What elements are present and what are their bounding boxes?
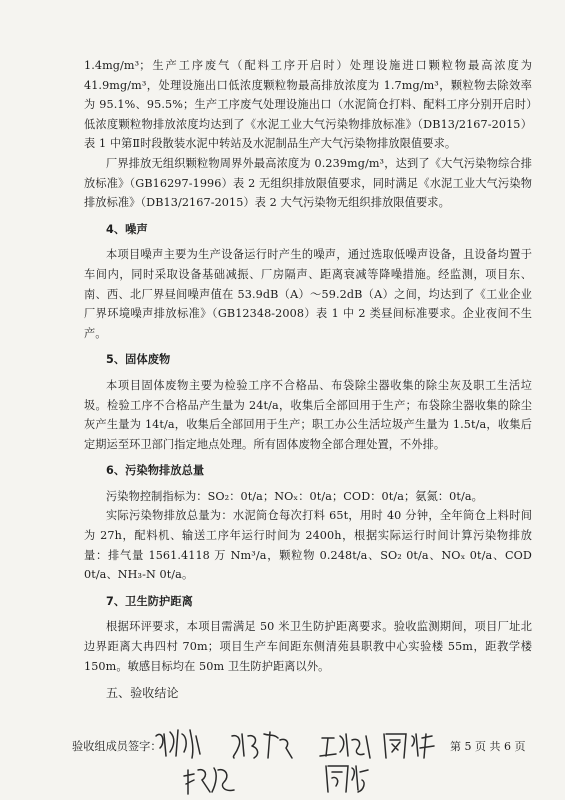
heading-protection-distance: 7、卫生防护距离 xyxy=(106,594,193,608)
paragraph-protection-distance: 根据环评要求，本项目需满足 50 米卫生防护距离要求。验收监测期间，项目厂址北边界距离大冉四村 70m；项目生产车间距东侧清苑县职教中心实验楼 55m，距教学楼 150m。敏感目标均在 50m 卫生防护距离以外。 xyxy=(84,620,532,673)
document-body xyxy=(84,56,532,710)
paragraph-control-indicators: 污染物控制指标为：SO₂：0t/a；NOₓ：0t/a；COD：0t/a；氨氮：0t/a。 xyxy=(106,489,483,503)
signature-4 xyxy=(380,728,436,762)
heading-acceptance-conclusion: 五、验收结论 xyxy=(106,686,179,701)
paragraph-solid-waste: 本项目固体废物主要为检验工序不合格品、布袋除尘器收集的除尘灰及职工生活垃圾。检验工序不合格品产生量为 24t/a，收集后全部回用于生产；布袋除尘器收集的除尘灰产生量为 14t/a，收集后全部回用于生产；职工办公生活垃圾产生量为 1.5t/a，收集后定期运至环卫部门指定地点处理。所有固体废物全部合理处置，不外排。 xyxy=(84,378,532,451)
signature-label: 验收组成员签字： xyxy=(72,740,162,753)
paragraph-emission-results: 1.4mg/m³；生产工序废气（配料工序开启时）处理设施进口颗粒物最高浓度为 41.9mg/m³，处理设施出口低浓度颗粒物最高排放浓度为 1.7mg/m³，颗粒物去除效率为 95.1%、95.5%；生产工序废气处理设施出口（水泥筒仓打料、配料工序分别开启时）低浓度颗粒物排放浓度均达到了《水泥工业大气污染物排放标准》（DB13/2167-2015）表 1 中第Ⅱ时段散装水泥中转站及水泥制品生产大气污染物排放限值要求。 xyxy=(84,59,532,151)
paragraph-boundary-particulates: 厂界排放无组织颗粒物周界外最高浓度为 0.239mg/m³，达到了《大气污染物综合排放标准》（GB16297-1996）表 2 无组织排放限值要求，同时满足《水泥工业大气污染物排放标准》（DB13/2167-2015）表 2 大气污染物无组织排放限值要求。 xyxy=(84,156,532,210)
signature-5 xyxy=(182,762,240,798)
signature-6 xyxy=(322,760,370,798)
heading-noise: 4、噪声 xyxy=(106,222,148,236)
signature-1 xyxy=(152,726,206,762)
signature-area xyxy=(0,726,565,800)
signature-2 xyxy=(228,728,296,762)
signature-3 xyxy=(318,730,376,762)
heading-pollutant-totals: 6、污染物排放总量 xyxy=(106,464,205,478)
paragraph-actual-emissions: 实际污染物排放总量为：水泥筒仓每次打料 65t，用时 40 分钟，全年筒仓上料时间为 27h，配料机、输送工序年运行时间为 2400h，根据实际运行时间计算污染物排放量：排气量 1561.4118 万 Nm³/a，颗粒物 0.248t/a、SO₂ 0t/a、NOₓ 0t/a、COD 0t/a、NH₃-N 0t/a。 xyxy=(84,509,533,582)
page-number: 第 5 页 共 6 页 xyxy=(450,740,526,753)
paragraph-noise: 本项目噪声主要为生产设备运行时产生的噪声，通过选取低噪声设备，且设备均置于车间内，同时采取设备基础减振、厂房隔声、距离衰减等降噪措施。经监测，项目东、南、西、北厂界昼间噪声值在 53.9dB（A）～59.2dB（A）之间，均达到了《工业企业厂界环境噪声排放标准》（GB12348-2008）表 1 中 2 类昼间标准要求。企业夜间不生产。 xyxy=(84,248,532,340)
heading-solid-waste: 5、固体废物 xyxy=(106,353,171,367)
